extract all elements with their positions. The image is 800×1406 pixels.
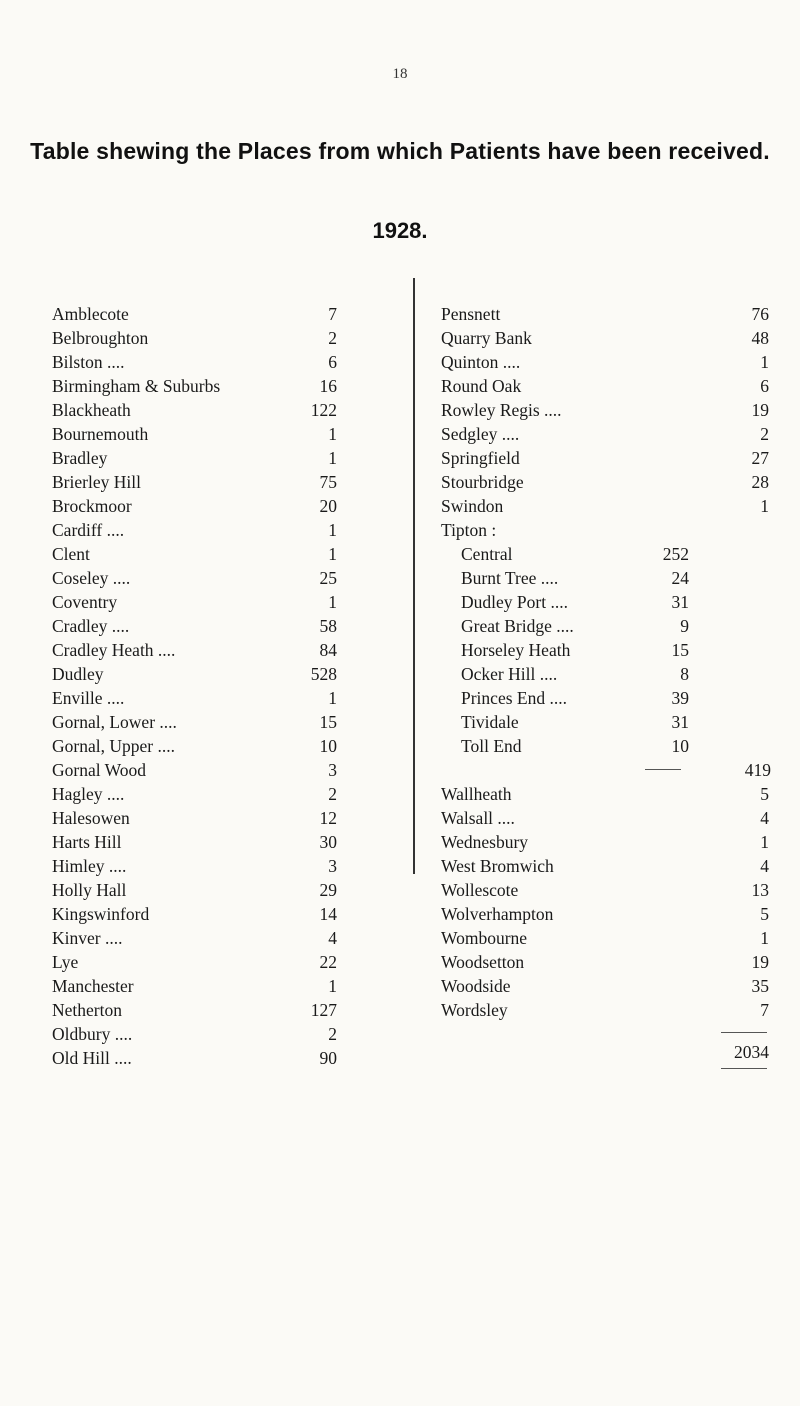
place-name: Harts Hill [52, 832, 122, 852]
place-name: Cradley Heath .... [52, 640, 176, 660]
patient-count: 16 [319, 376, 337, 396]
table-row [441, 974, 769, 998]
place-name: Cardiff .... [52, 520, 125, 540]
patient-count: 2 [328, 1024, 337, 1044]
table-row [441, 446, 769, 470]
place-name: Halesowen [52, 808, 130, 828]
patient-count: 13 [751, 880, 769, 900]
table-row [52, 566, 337, 590]
table-row [52, 854, 337, 878]
tipton-sub-row [441, 662, 769, 686]
tipton-heading [441, 518, 769, 542]
place-name: Wolverhampton [441, 904, 554, 924]
table-row [441, 398, 769, 422]
place-name: Old Hill .... [52, 1048, 132, 1068]
table-row [52, 998, 337, 1022]
patient-count: 39 [671, 688, 689, 708]
tipton-sub-row [441, 710, 769, 734]
table-row [52, 470, 337, 494]
table-row [52, 326, 337, 350]
patient-count: 31 [671, 592, 689, 612]
table-row [441, 950, 769, 974]
place-name: Gornal, Lower .... [52, 712, 177, 732]
table-row [52, 494, 337, 518]
patient-count: 28 [751, 472, 769, 492]
patient-count: 9 [680, 616, 689, 636]
table-row [441, 422, 769, 446]
patient-count: 2 [328, 328, 337, 348]
column-divider [413, 278, 415, 874]
place-name: Belbroughton [52, 328, 149, 348]
patient-count: 35 [751, 976, 769, 996]
table-row [441, 350, 769, 374]
patient-count: 1 [328, 520, 337, 540]
table-row [441, 926, 769, 950]
place-name: Ocker Hill .... [461, 664, 558, 684]
place-name: Cradley .... [52, 616, 130, 636]
place-name: Brockmoor [52, 496, 132, 516]
place-name: Kinver .... [52, 928, 123, 948]
place-name: Wednesbury [441, 832, 529, 852]
table-row [52, 974, 337, 998]
tipton-sub-row [441, 686, 769, 710]
tipton-sub-row [441, 614, 769, 638]
patient-count: 528 [310, 664, 337, 684]
place-name: Coventry [52, 592, 118, 612]
place-name: Birmingham & Suburbs [52, 376, 221, 396]
patient-count: 75 [319, 472, 337, 492]
table-row [52, 878, 337, 902]
place-name: Lye [52, 952, 79, 972]
place-name: Gornal Wood [52, 760, 147, 780]
place-name: Pensnett [441, 304, 501, 324]
patient-count: 7 [760, 1000, 769, 1020]
place-name: West Bromwich [441, 856, 554, 876]
place-name: Sedgley .... [441, 424, 520, 444]
patient-count: 1 [328, 544, 337, 564]
patient-count: 3 [328, 856, 337, 876]
table-row [52, 662, 337, 686]
place-name: Gornal, Upper .... [52, 736, 175, 756]
patient-count: 84 [319, 640, 337, 660]
table-row [441, 854, 769, 878]
patient-count: 31 [671, 712, 689, 732]
place-name: Tipton : [441, 520, 497, 540]
table-row [52, 614, 337, 638]
patient-count: 2 [328, 784, 337, 804]
patient-count: 24 [671, 568, 689, 588]
patient-count: 25 [319, 568, 337, 588]
place-name: Amblecote [52, 304, 129, 324]
patient-count: 2 [760, 424, 769, 444]
place-name: Blackheath [52, 400, 131, 420]
table-row [441, 302, 769, 326]
patient-count: 1 [760, 352, 769, 372]
place-name: Tividale [461, 712, 519, 732]
table-row [52, 902, 337, 926]
table-row [441, 878, 769, 902]
place-name: Dudley Port .... [461, 592, 568, 612]
total-rule-bottom [721, 1068, 767, 1069]
patient-count: 1 [328, 424, 337, 444]
place-name: Princes End .... [461, 688, 567, 708]
patient-count: 4 [328, 928, 337, 948]
place-name: Toll End [461, 736, 522, 756]
place-name: Bournemouth [52, 424, 149, 444]
place-name: Clent [52, 544, 90, 564]
patient-count: 15 [671, 640, 689, 660]
patient-count: 15 [319, 712, 337, 732]
place-name: Woodside [441, 976, 511, 996]
table-row [52, 830, 337, 854]
patient-count: 5 [760, 904, 769, 924]
place-name: Hagley .... [52, 784, 125, 804]
subtotal-rule [645, 769, 681, 770]
table-row [52, 350, 337, 374]
place-name: Wollescote [441, 880, 519, 900]
patient-count: 1 [760, 928, 769, 948]
table-year: 1928. [372, 218, 428, 243]
table-row [52, 926, 337, 950]
place-name: Netherton [52, 1000, 122, 1020]
tipton-sub-row [441, 638, 769, 662]
patient-count: 29 [319, 880, 337, 900]
place-name: Swindon [441, 496, 504, 516]
patient-count: 1 [328, 448, 337, 468]
place-name: Woodsetton [441, 952, 525, 972]
place-name: Dudley [52, 664, 104, 684]
right-column [441, 302, 769, 1070]
patient-count: 19 [751, 952, 769, 972]
patient-count: 5 [760, 784, 769, 804]
patient-count: 8 [680, 664, 689, 684]
patient-count: 27 [751, 448, 769, 468]
table-row [52, 782, 337, 806]
patient-count: 7 [328, 304, 337, 324]
page-number: 18 [392, 66, 408, 82]
patient-count: 19 [751, 400, 769, 420]
table-row [52, 950, 337, 974]
table-row [52, 542, 337, 566]
table-row [441, 782, 769, 806]
patient-count: 30 [319, 832, 337, 852]
table-row [441, 998, 769, 1022]
table-row [441, 494, 769, 518]
patient-count: 6 [328, 352, 337, 372]
table-row [52, 446, 337, 470]
patient-count: 10 [319, 736, 337, 756]
patient-count: 76 [751, 304, 769, 324]
tipton-sub-row [441, 566, 769, 590]
table-row [441, 470, 769, 494]
table-row [52, 734, 337, 758]
page-title: Table shewing the Places from which Patients have been received. [30, 138, 770, 164]
place-name: Oldbury .... [52, 1024, 133, 1044]
place-name: Great Bridge .... [461, 616, 574, 636]
table-row [52, 398, 337, 422]
place-name: Quinton .... [441, 352, 521, 372]
patient-count: 10 [671, 736, 689, 756]
place-name: Himley .... [52, 856, 127, 876]
table-row [52, 518, 337, 542]
table-row [441, 326, 769, 350]
place-name: Holly Hall [52, 880, 127, 900]
place-name: Burnt Tree .... [461, 568, 559, 588]
patient-count: 6 [760, 376, 769, 396]
patient-count: 3 [328, 760, 337, 780]
table-row [441, 902, 769, 926]
place-name: Wordsley [441, 1000, 508, 1020]
patient-count: 127 [310, 1000, 337, 1020]
patient-count: 20 [319, 496, 337, 516]
patient-count: 1 [760, 496, 769, 516]
table-row [52, 686, 337, 710]
patient-count: 1 [328, 688, 337, 708]
place-name: Kingswinford [52, 904, 150, 924]
tipton-sub-row [441, 542, 769, 566]
table-row [52, 1022, 337, 1046]
table-row [52, 590, 337, 614]
patient-count: 1 [760, 832, 769, 852]
patient-count: 14 [319, 904, 337, 924]
place-name: Coseley .... [52, 568, 131, 588]
place-name: Bilston .... [52, 352, 125, 372]
left-column [52, 302, 337, 1070]
grand-total: 2034 [734, 1042, 769, 1062]
patient-count: 48 [751, 328, 769, 348]
tipton-subtotal-row [441, 758, 769, 782]
table-row [52, 302, 337, 326]
place-name: Springfield [441, 448, 520, 468]
place-name: Wombourne [441, 928, 528, 948]
tipton-sub-row [441, 734, 769, 758]
place-name: Manchester [52, 976, 134, 996]
table-row [52, 758, 337, 782]
patient-count: 1 [328, 592, 337, 612]
table-row [52, 806, 337, 830]
patient-count: 58 [319, 616, 337, 636]
place-name: Walsall .... [441, 808, 515, 828]
patient-count: 1 [328, 976, 337, 996]
place-name: Quarry Bank [441, 328, 532, 348]
table-row [52, 638, 337, 662]
place-name: Enville .... [52, 688, 125, 708]
place-name: Wallheath [441, 784, 512, 804]
place-name: Horseley Heath [461, 640, 571, 660]
patient-count: 122 [310, 400, 337, 420]
table-row [52, 1046, 337, 1070]
patient-count: 4 [760, 856, 769, 876]
grand-total-row [441, 1022, 769, 1070]
table-row [441, 374, 769, 398]
place-name: Bradley [52, 448, 108, 468]
place-name: Brierley Hill [52, 472, 141, 492]
place-name: Stourbridge [441, 472, 524, 492]
tipton-sub-row [441, 590, 769, 614]
table-row [52, 710, 337, 734]
patient-count: 252 [662, 544, 689, 564]
patient-count: 4 [760, 808, 769, 828]
table-row [52, 422, 337, 446]
table-row [52, 374, 337, 398]
tipton-subtotal: 419 [744, 760, 771, 780]
patient-count: 22 [319, 952, 337, 972]
total-rule-top [721, 1032, 767, 1033]
patient-count: 12 [319, 808, 337, 828]
place-name: Rowley Regis .... [441, 400, 562, 420]
place-name: Central [461, 544, 513, 564]
patient-count: 90 [319, 1048, 337, 1068]
place-name: Round Oak [441, 376, 522, 396]
table-row [441, 806, 769, 830]
table-row [441, 830, 769, 854]
